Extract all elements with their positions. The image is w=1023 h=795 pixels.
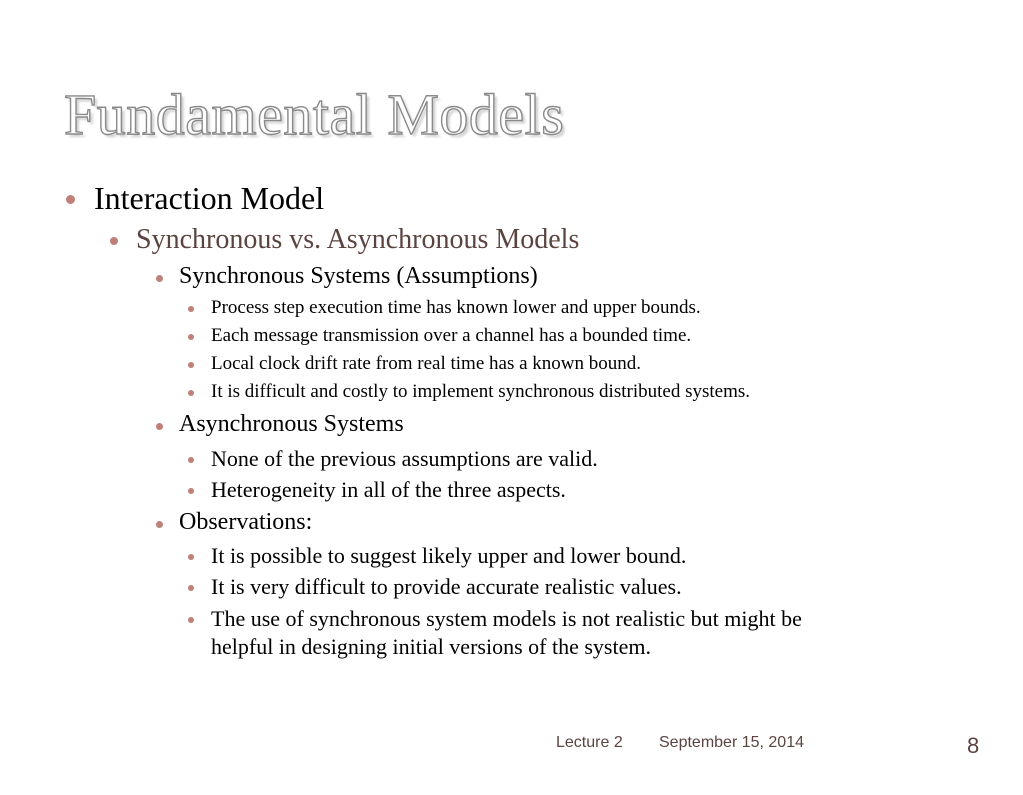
page-number: 8: [967, 733, 980, 758]
bullet-dot: [188, 585, 194, 591]
bullet-dot: [188, 488, 194, 494]
bullet-dot: [188, 554, 194, 560]
async-item-2: Heterogeneity in all of the three aspects.: [211, 477, 566, 502]
observation-item-3-line-1: The use of synchronous system models is not realistic but might be: [211, 606, 802, 631]
footer-date: September 15, 2014: [659, 734, 804, 751]
bullet-dot: [110, 237, 118, 245]
bullet-dot: [188, 457, 194, 463]
bullet-dot: [188, 390, 194, 396]
sync-item-2: Each message transmission over a channel has a bounded time.: [211, 325, 692, 346]
bullet-dot: [188, 617, 194, 623]
bullet-dot: [66, 195, 75, 204]
bullet-observations: Observations:: [179, 509, 313, 535]
footer-lecture: Lecture 2: [556, 734, 623, 751]
bullet-async-systems: Asynchronous Systems: [179, 411, 404, 437]
bullet-sync-vs-async: Synchronous vs. Asynchronous Models: [136, 224, 580, 255]
observation-item-3-line-2: helpful in designing initial versions of the system.: [211, 634, 651, 659]
observation-item-1: It is possible to suggest likely upper and lower bound.: [211, 543, 687, 568]
bullet-dot: [188, 306, 194, 312]
bullet-dot: [156, 423, 163, 430]
bullet-dot: [156, 521, 163, 528]
slide-title: Fundamental Models: [64, 82, 565, 147]
bullet-interaction-model: Interaction Model: [94, 180, 325, 216]
bullet-dot: [156, 275, 163, 282]
observation-item-2: It is very difficult to provide accurate realistic values.: [211, 574, 682, 599]
async-item-1: None of the previous assumptions are valid.: [211, 446, 598, 471]
bullet-dot: [188, 334, 194, 340]
bullet-dot: [188, 362, 194, 368]
sync-item-1: Process step execution time has known lower and upper bounds.: [211, 297, 701, 318]
bullet-sync-systems: Synchronous Systems (Assumptions): [179, 263, 538, 289]
sync-item-3: Local clock drift rate from real time has a known bound.: [211, 353, 641, 374]
sync-item-4: It is difficult and costly to implement synchronous distributed systems.: [211, 381, 750, 402]
